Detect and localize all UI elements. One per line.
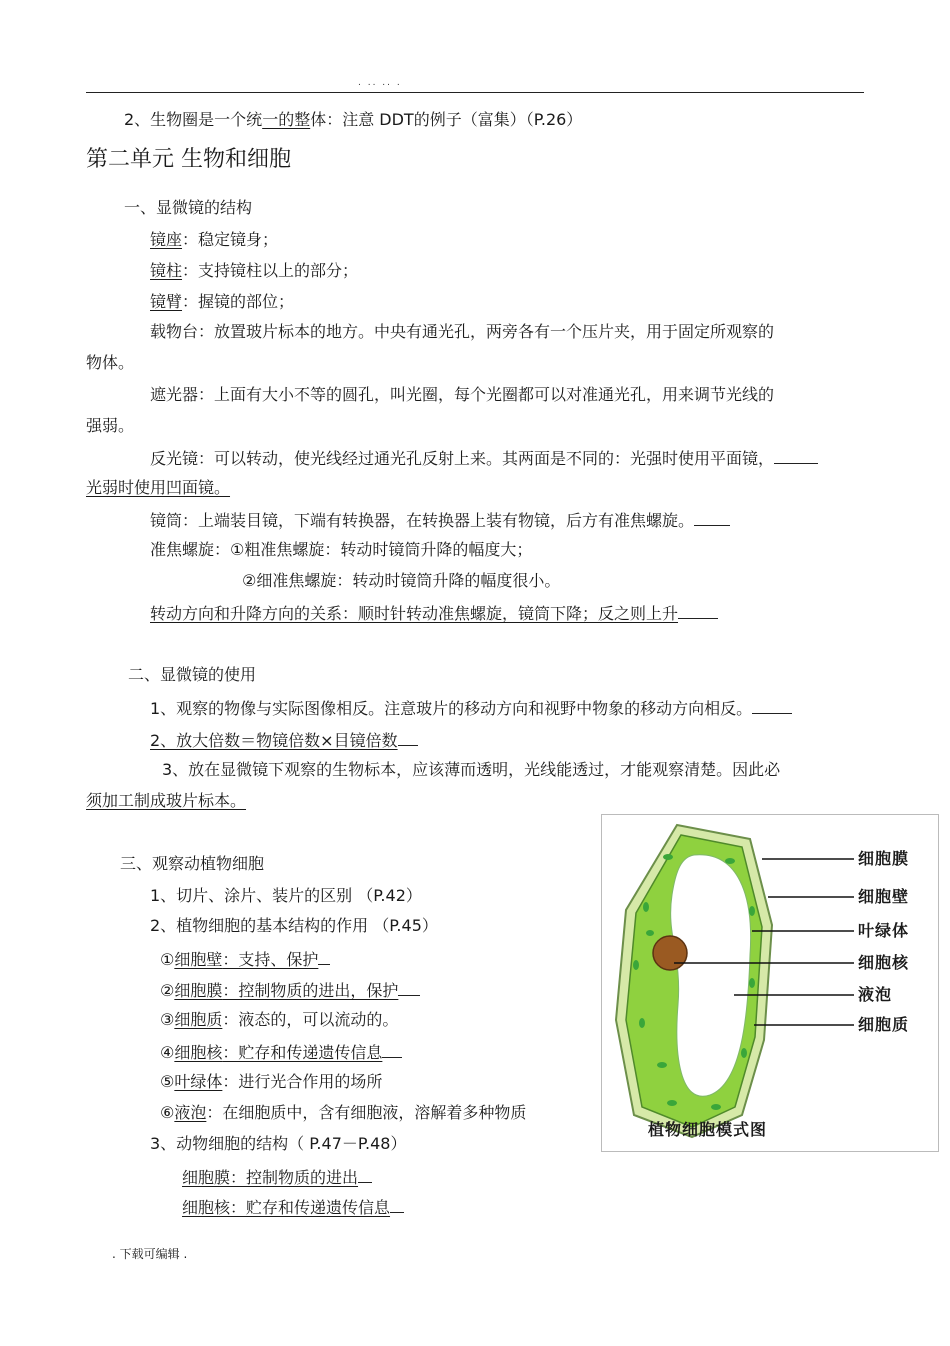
cell-part-membrane: ②细胞膜：控制物质的进出，保护 (160, 979, 420, 1001)
label-cytoplasm: 细胞质 (858, 1015, 910, 1034)
header-dots: . .. .. . (358, 78, 402, 88)
intro-line: 2、生物圈是一个统一的整体：注意 DDT的例子（富集）（P.26） (124, 110, 583, 129)
stage-line2: 物体。 (86, 353, 135, 372)
animal-nucleus: 细胞核：贮存和传递遗传信息 (182, 1196, 404, 1218)
usage-line1: 1、观察的物像与实际图像相反。注意玻片的移动方向和视野中物象的移动方向相反。 (150, 697, 792, 719)
usage-line3a: 3、放在显微镜下观察的生物标本，应该薄而透明，光线能透过，才能观察清楚。因此必 (162, 760, 781, 779)
cell-line2: 2、植物细胞的基本结构的作用 （P.45） (150, 916, 438, 935)
mirror-line2: 光弱时使用凹面镜。 (86, 478, 231, 497)
cell-part-cytoplasm: ③细胞质：液态的，可以流动的。 (160, 1010, 399, 1029)
diaphragm-line1: 遮光器：上面有大小不等的圆孔，叫光圈，每个光圈都可以对准通光孔，用来调节光线的 (150, 385, 775, 404)
cell-line1: 1、切片、涂片、装片的区别 （P.42） (150, 886, 422, 905)
animal-line: 3、动物细胞的结构（ P.47－P.48） (150, 1134, 407, 1153)
label-chloroplast: 叶绿体 (858, 921, 910, 940)
label-wall: 细胞壁 (858, 887, 910, 906)
label-nucleus: 细胞核 (858, 953, 910, 972)
figure-caption: 植物细胞模式图 (648, 1120, 768, 1139)
focus-line2: ②细准焦螺旋：转动时镜筒升降的幅度很小。 (242, 571, 561, 590)
footer-text: . 下载可编辑 . (112, 1247, 188, 1261)
animal-membrane: 细胞膜：控制物质的进出 (182, 1166, 372, 1188)
unit-title: 第二单元 生物和细胞 (86, 147, 291, 172)
section2-title: 二、显微镜的使用 (128, 665, 257, 684)
part-arm: 镜臂：握镜的部位； (150, 292, 295, 311)
direction-line: 转动方向和升降方向的关系：顺时针转动准焦螺旋，镜筒下降；反之则上升 (150, 602, 718, 624)
cell-part-vacuole: ⑥液泡：在细胞质中，含有细胞液，溶解着多种物质 (160, 1103, 527, 1122)
label-vacuole: 液泡 (858, 985, 893, 1004)
usage-line2: 2、放大倍数＝物镜倍数×目镜倍数 (150, 729, 418, 751)
diaphragm-line2: 强弱。 (86, 416, 135, 435)
plant-cell-figure (601, 814, 939, 1152)
nucleus-shape (653, 936, 687, 970)
label-membrane: 细胞膜 (858, 849, 910, 868)
mirror-line1: 反光镜：可以转动，使光线经过通光孔反射上来。其两面是不同的：光强时使用平面镜， (150, 447, 818, 469)
usage-line3b: 须加工制成玻片标本。 (86, 791, 247, 810)
focus-line1: 准焦螺旋：①粗准焦螺旋：转动时镜筒升降的幅度大； (150, 540, 533, 559)
part-pillar: 镜柱：支持镜柱以上的部分； (150, 261, 359, 280)
cell-part-chloroplast: ⑤叶绿体：进行光合作用的场所 (160, 1072, 383, 1091)
tube-line: 镜筒：上端装目镜，下端有转换器，在转换器上装有物镜，后方有准焦螺旋。 (150, 509, 730, 531)
cell-part-nucleus: ④细胞核：贮存和传递遗传信息 (160, 1041, 402, 1063)
cell-part-wall: ①细胞壁：支持、保护 (160, 948, 330, 970)
header-rule (86, 92, 864, 93)
section1-title: 一、显微镜的结构 (124, 198, 253, 217)
stage-line1: 载物台：放置玻片标本的地方。中央有通光孔，两旁各有一个压片夹，用于固定所观察的 (150, 322, 775, 341)
section3-title: 三、观察动植物细胞 (120, 854, 265, 873)
part-base: 镜座：稳定镜身； (150, 230, 279, 249)
